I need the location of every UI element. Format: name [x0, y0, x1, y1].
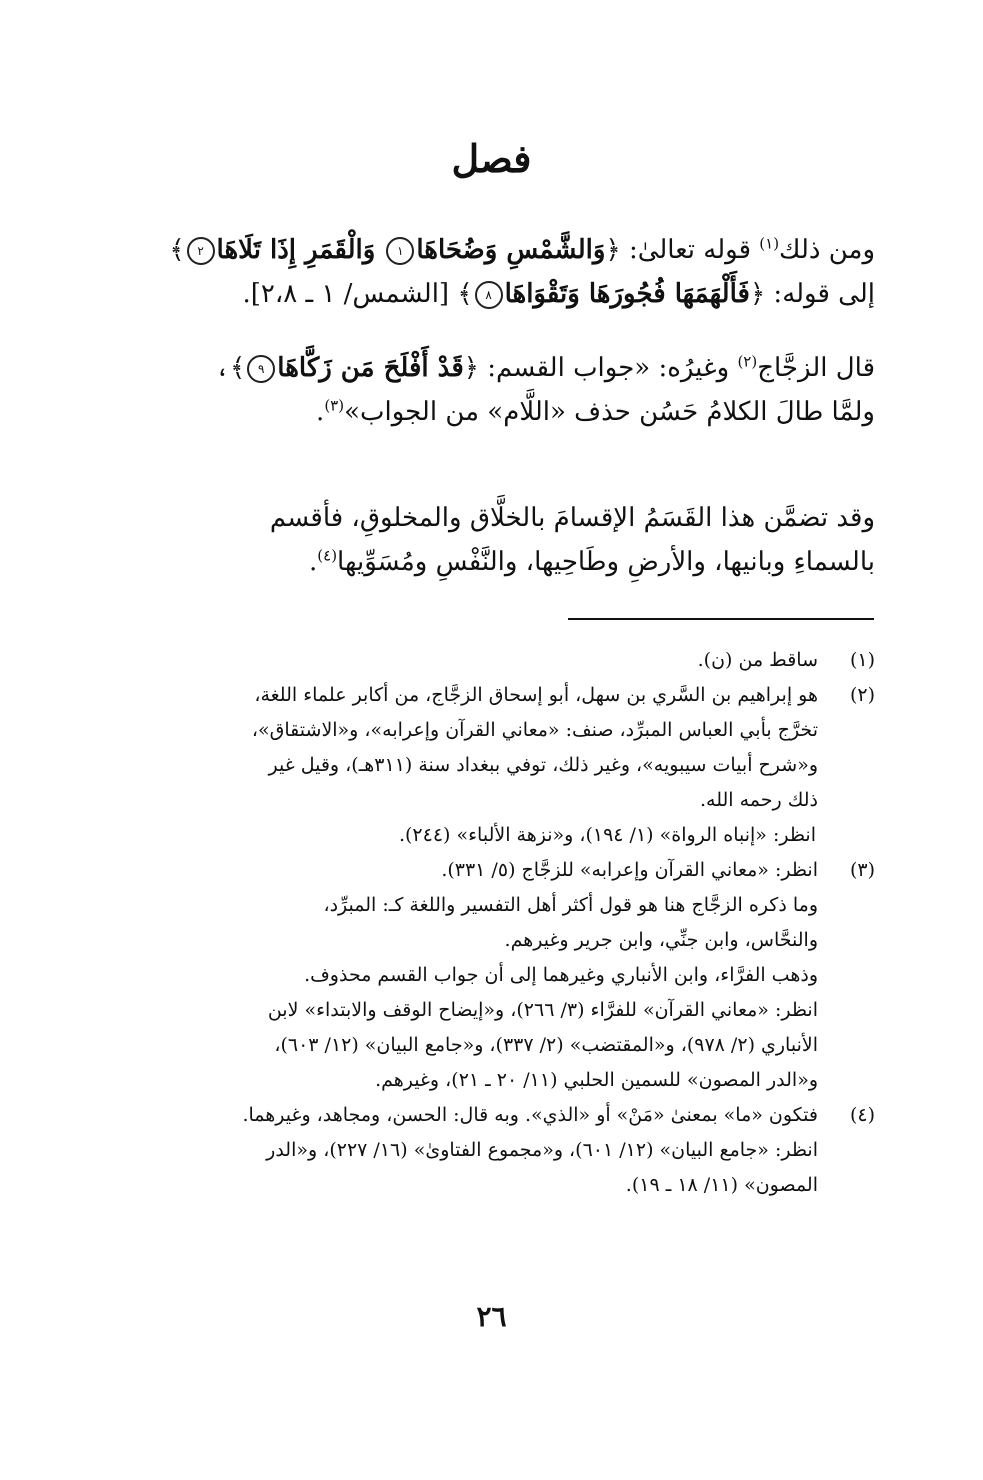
footnote-line: وما ذكره الزجَّاج هنا هو قول أكثر أهل التفسير واللغة كـ: المبرِّد، [323, 894, 818, 916]
footnotes-section [100, 643, 875, 1203]
quran-verse-1: وَالشَّمْسِ وَضُحَاهَا [416, 235, 606, 265]
text-run: ومن ذلك [779, 235, 875, 265]
text-run: ولمَّا طالَ الكلامُ حَسُن حذف «اللَّام» من الجواب» [344, 397, 875, 427]
footnote-divider [568, 618, 874, 620]
footnote-line: هو إبراهيم بن السَّري بن سهل، أبو إسحاق الزجَّاج، من أكابر علماء اللغة، [254, 684, 818, 706]
paragraph-line [100, 228, 875, 272]
paragraph-quran-quote [100, 228, 875, 316]
footnote-line: والنحَّاس، وابن جنِّي، وابن جرير وغيرهم. [504, 929, 818, 951]
footnote-line: تخرَّج بأبي العباس المبرِّد، صنف: «معاني القرآن وإعرابه»، و«الاشتقاق»، [251, 719, 818, 741]
paragraph-zajjaj [100, 346, 875, 434]
paragraph-line: وقد تضمَّن هذا القَسَمُ الإقسامَ بالخلَّاق والمخلوقِ، فأقسم [269, 503, 875, 533]
ayah-number-mark: ٢ [187, 237, 215, 265]
quran-brace-close: ﴾ [457, 279, 473, 309]
text-run: وغيرُه: «جواب القسم: [478, 353, 738, 383]
paragraph-line [100, 390, 875, 434]
footnote-number: (٤) [849, 1104, 875, 1126]
paragraph-line [100, 540, 875, 584]
quran-brace-open: ﴿ [605, 235, 621, 265]
text-run: . [309, 547, 318, 577]
text-run: بالسماءِ وبانيها، والأرضِ وطَاحِيها، والنَّفْسِ ومُسَوِّيها [337, 547, 875, 577]
footnote-line: الأنباري (٢/ ٩٧٨)، و«المقتضب» (٢/ ٣٣٧)، و«جامع البيان» (١٢/ ٦٠٣)، [274, 1034, 818, 1056]
paragraph-line [100, 346, 875, 390]
quran-brace-close: ﴾ [230, 353, 246, 383]
footnote-number: (٢) [849, 684, 875, 706]
footnote-line: المصون» (١١/ ١٨ ـ ١٩). [625, 1174, 818, 1196]
footnote-4 [100, 1098, 875, 1203]
text-run: قال الزجَّاج [757, 353, 875, 383]
footnote-2 [100, 678, 875, 853]
quran-brace-close: ﴾ [169, 235, 185, 265]
footnote-line: وذهب الفرَّاء، وابن الأنباري وغيرهما إلى أن جواب القسم محذوف. [304, 964, 818, 986]
footnote-ref-2[interactable]: (٢) [737, 352, 758, 371]
surah-citation: [الشمس/ ١ ـ ٢،٨]. [242, 279, 458, 309]
quran-brace-open: ﴿ [463, 353, 479, 383]
footnote-ref-1[interactable]: (١) [759, 234, 780, 253]
footnote-line: انظر: «إنباه الرواة» (١/ ١٩٤)، و«نزهة الألباء» (٢٤٤). [398, 824, 816, 846]
text-run: قوله تعالىٰ: [620, 235, 760, 265]
footnote-line: انظر: «جامع البيان» (١٢/ ٦٠١)، و«مجموع الفتاوىٰ» (١٦/ ٢٢٧)، و«الدر [266, 1139, 818, 1161]
ayah-number-mark: ٩ [247, 355, 275, 383]
paragraph-oath [100, 496, 875, 584]
text-run: . [316, 397, 325, 427]
footnote-number: (١) [849, 649, 875, 671]
paragraph-line [100, 272, 875, 316]
footnote-line: ذلك رحمه الله. [699, 789, 818, 811]
quran-verse-9: قَدْ أَفْلَحَ مَن زَكَّاهَا [277, 353, 464, 383]
footnote-1 [100, 643, 875, 678]
footnote-line: ساقط من (ن). [697, 649, 818, 671]
footnote-line: انظر: «معاني القرآن» للفرَّاء (٣/ ٢٦٦)، و«إيضاح الوقف والابتداء» لابن [267, 999, 818, 1021]
page-number: ٢٦ [476, 1300, 507, 1333]
text-run: إلى قوله: [765, 279, 875, 309]
quran-verse-8: فَأَلْهَمَهَا فُجُورَهَا وَتَقْوَاهَا [504, 279, 750, 309]
section-heading: فصل [451, 136, 532, 181]
footnote-line: انظر: «معاني القرآن وإعرابه» للزجَّاج (٥/ ٣٣١). [441, 859, 818, 881]
footnote-ref-4[interactable]: (٤) [317, 546, 338, 565]
ayah-number-mark: ٨ [475, 281, 503, 309]
footnote-3 [100, 853, 875, 1098]
footnote-ref-3[interactable]: (٣) [324, 396, 345, 415]
footnote-line: و«شرح أبيات سيبويه»، وغير ذلك، توفي ببغداد سنة (٣١١هـ)، وقيل غير [268, 754, 818, 776]
quran-brace-open: ﴿ [749, 279, 766, 309]
footnote-line: و«الدر المصون» للسمين الحلبي (١١/ ٢٠ ـ ٢١)، وغيرهم. [375, 1069, 818, 1091]
footnote-line: فتكون «ما» بمعنىٰ «مَنْ» أو «الذي». وبه قال: الحسن، ومجاهد، وغيرهما. [242, 1104, 818, 1126]
footnote-number: (٣) [849, 859, 875, 881]
quran-verse-2: وَالْقَمَرِ إِذَا تَلَاهَا [216, 235, 385, 265]
ayah-number-mark: ١ [386, 237, 414, 265]
text-run: ، [214, 353, 231, 383]
